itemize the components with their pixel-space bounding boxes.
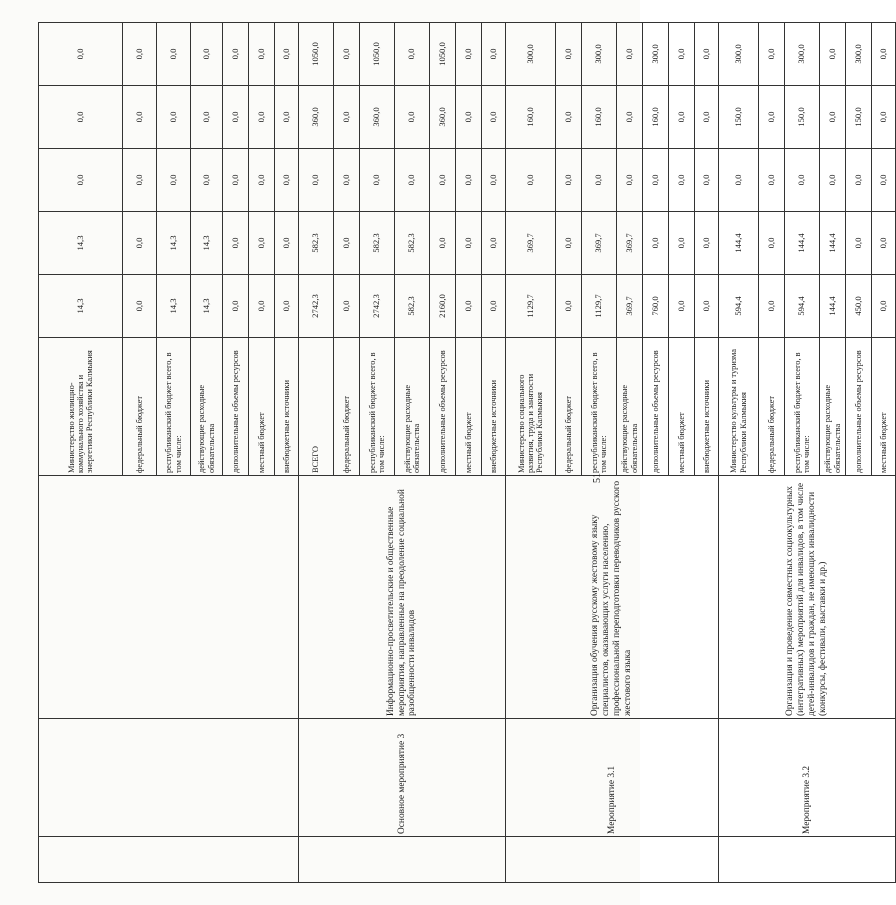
table-row [719,23,759,883]
amount-cell: 369,7 [617,212,643,275]
amount-cell: 0,0 [482,149,506,212]
funding-source-cell: федеральный бюджет [556,338,582,476]
amount-cell: 1129,7 [506,275,556,338]
amount-cell: 0,0 [456,23,482,86]
amount-cell: 0,0 [249,23,275,86]
amount-cell: 582,3 [360,212,395,275]
funding-source-cell: внебюджетные источники [695,338,719,476]
amount-cell: 300,0 [582,23,617,86]
amount-cell: 144,4 [785,212,820,275]
amount-cell: 0,0 [556,23,582,86]
amount-cell: 0,0 [456,86,482,149]
amount-cell: 0,0 [846,212,872,275]
funding-source-cell: республиканский бюджет всего, в том числе: [157,338,191,476]
amount-cell: 0,0 [275,23,299,86]
amount-cell: 14,3 [191,275,223,338]
amount-cell: 0,0 [556,86,582,149]
amount-cell: 0,0 [249,149,275,212]
amount-cell: 0,0 [759,86,785,149]
amount-cell: 300,0 [785,23,820,86]
funding-source-cell: внебюджетные источники [275,338,299,476]
funding-source-cell: местный бюджет [669,338,695,476]
amount-cell: 160,0 [582,86,617,149]
spacer-cell [719,837,896,883]
amount-cell: 0,0 [846,149,872,212]
amount-cell: 160,0 [506,86,556,149]
amount-cell: 2742,3 [299,275,334,338]
amount-cell: 0,0 [695,212,719,275]
funding-source-cell: республиканский бюджет всего, в том числе: [582,338,617,476]
amount-cell: 160,0 [643,86,669,149]
amount-cell: 0,0 [334,212,360,275]
amount-cell: 0,0 [456,275,482,338]
amount-cell: 0,0 [785,149,820,212]
amount-cell: 0,0 [123,86,157,149]
amount-cell: 0,0 [395,23,430,86]
amount-cell: 582,3 [299,212,334,275]
table-row [299,23,334,883]
spacer-cell [299,837,506,883]
amount-cell: 0,0 [482,212,506,275]
measure-description-cell: Организация обучения русскому жестовому языку специалистов, оказывающих услуги населению, профессиональной переподготовки переводчиков русского жестового языка [506,476,719,719]
amount-cell: 0,0 [123,23,157,86]
amount-cell: 14,3 [39,212,123,275]
measure-name-cell: Основное мероприятие 3 [299,719,506,837]
amount-cell: 0,0 [191,86,223,149]
funding-source-cell: действующие расходные обязательства [820,338,846,476]
measure-name-cell: Мероприятие 3.1 [506,719,719,837]
amount-cell: 0,0 [334,86,360,149]
amount-cell: 0,0 [872,149,896,212]
amount-cell: 0,0 [695,149,719,212]
funding-source-cell: Министерство культуры и туризма Республики Калмыкия [719,338,759,476]
measure-name-cell: Мероприятие 3.2 [719,719,896,837]
amount-cell: 144,4 [820,212,846,275]
funding-source-cell: действующие расходные обязательства [191,338,223,476]
funding-source-cell: федеральный бюджет [123,338,157,476]
amount-cell: 0,0 [334,23,360,86]
amount-cell: 0,0 [617,86,643,149]
amount-cell: 150,0 [785,86,820,149]
amount-cell: 0,0 [643,212,669,275]
amount-cell: 0,0 [820,149,846,212]
amount-cell: 369,7 [617,275,643,338]
amount-cell: 0,0 [669,149,695,212]
amount-cell: 0,0 [617,149,643,212]
amount-cell: 0,0 [157,23,191,86]
funding-source-cell: дополнительные объемы ресурсов [430,338,456,476]
amount-cell: 0,0 [395,149,430,212]
amount-cell: 0,0 [719,149,759,212]
amount-cell: 2742,3 [360,275,395,338]
amount-cell: 0,0 [123,212,157,275]
funding-source-cell: Министерство жилищно-коммунального хозяйства и энергетики Республики Калмыкия [39,338,123,476]
amount-cell: 0,0 [157,149,191,212]
amount-cell: 360,0 [299,86,334,149]
amount-cell: 0,0 [482,23,506,86]
budget-table-body [39,23,896,883]
funding-source-cell: федеральный бюджет [759,338,785,476]
table-row [39,23,123,883]
amount-cell: 0,0 [556,275,582,338]
amount-cell: 760,0 [643,275,669,338]
measure-description-cell: Информационно-просветительские и общественные мероприятия, направленные на преодоление социальной разобщенности инвалидов [299,476,506,719]
amount-cell: 0,0 [39,86,123,149]
amount-cell: 0,0 [482,275,506,338]
amount-cell: 0,0 [249,212,275,275]
funding-source-cell: действующие расходные обязательства [617,338,643,476]
amount-cell: 14,3 [157,212,191,275]
amount-cell: 0,0 [39,149,123,212]
amount-cell: 0,0 [191,149,223,212]
amount-cell: 360,0 [430,86,456,149]
amount-cell: 0,0 [643,149,669,212]
funding-source-cell: местный бюджет [249,338,275,476]
amount-cell: 0,0 [275,86,299,149]
amount-cell: 0,0 [872,275,896,338]
amount-cell: 0,0 [582,149,617,212]
funding-source-cell: дополнительные объемы ресурсов [223,338,249,476]
amount-cell: 0,0 [759,23,785,86]
measure-description-cell: Организация и проведение совместных социокультурных (интегративных) мероприятий для инвалидов, в том числе детей-инвалидов и граждан, не имеющих инвалидности (конкурсы, фестивали, выставки и др.) [719,476,896,719]
amount-cell: 0,0 [759,212,785,275]
amount-cell: 150,0 [719,86,759,149]
amount-cell: 0,0 [249,86,275,149]
funding-source-cell: внебюджетные источники [482,338,506,476]
funding-source-cell: Министерство социального развития, труда и занятости Республики Калмыкия [506,338,556,476]
spacer-cell [39,837,299,883]
amount-cell: 450,0 [846,275,872,338]
amount-cell: 0,0 [695,23,719,86]
amount-cell: 300,0 [719,23,759,86]
amount-cell: 0,0 [275,149,299,212]
amount-cell: 0,0 [275,212,299,275]
amount-cell: 0,0 [430,149,456,212]
amount-cell: 14,3 [157,275,191,338]
spacer-cell [506,837,719,883]
funding-source-cell: республиканский бюджет всего, в том числе: [785,338,820,476]
amount-cell: 0,0 [695,86,719,149]
amount-cell: 0,0 [334,275,360,338]
amount-cell: 0,0 [759,275,785,338]
amount-cell: 0,0 [39,23,123,86]
amount-cell: 0,0 [820,86,846,149]
amount-cell: 14,3 [191,212,223,275]
amount-cell: 300,0 [846,23,872,86]
amount-cell: 0,0 [669,212,695,275]
amount-cell: 0,0 [482,86,506,149]
amount-cell: 0,0 [556,149,582,212]
amount-cell: 594,4 [719,275,759,338]
measure-description-cell [39,476,299,719]
amount-cell: 360,0 [360,86,395,149]
amount-cell: 0,0 [669,23,695,86]
amount-cell: 0,0 [223,86,249,149]
amount-cell: 0,0 [123,149,157,212]
amount-cell: 300,0 [506,23,556,86]
amount-cell: 0,0 [223,275,249,338]
amount-cell: 0,0 [556,212,582,275]
funding-source-cell: действующие расходные обязательства [395,338,430,476]
amount-cell: 582,3 [395,275,430,338]
amount-cell: 0,0 [191,23,223,86]
amount-cell: 369,7 [582,212,617,275]
amount-cell: 0,0 [872,212,896,275]
page-number: 51 [592,473,603,483]
funding-source-cell: дополнительные объемы ресурсов [846,338,872,476]
amount-cell: 0,0 [334,149,360,212]
amount-cell: 0,0 [456,149,482,212]
amount-cell: 1050,0 [299,23,334,86]
amount-cell: 0,0 [223,212,249,275]
amount-cell: 144,4 [820,275,846,338]
table-row [506,23,556,883]
amount-cell: 0,0 [299,149,334,212]
amount-cell: 0,0 [395,86,430,149]
measure-name-cell [39,719,299,837]
amount-cell: 0,0 [506,149,556,212]
amount-cell: 0,0 [360,149,395,212]
amount-cell: 0,0 [759,149,785,212]
amount-cell: 0,0 [249,275,275,338]
amount-cell: 582,3 [395,212,430,275]
amount-cell: 0,0 [223,149,249,212]
funding-source-cell: дополнительные объемы ресурсов [643,338,669,476]
amount-cell: 0,0 [695,275,719,338]
amount-cell: 0,0 [669,86,695,149]
amount-cell: 1050,0 [360,23,395,86]
amount-cell: 14,3 [39,275,123,338]
funding-source-cell: федеральный бюджет [334,338,360,476]
funding-source-cell: республиканский бюджет всего, в том числе: [360,338,395,476]
amount-cell: 1129,7 [582,275,617,338]
amount-cell: 2160,0 [430,275,456,338]
amount-cell: 0,0 [275,275,299,338]
funding-source-cell: местный бюджет [456,338,482,476]
funding-source-cell: ВСЕГО [299,338,334,476]
budget-table [38,22,896,883]
amount-cell: 0,0 [872,23,896,86]
amount-cell: 150,0 [846,86,872,149]
funding-source-cell: местный бюджет [872,338,896,476]
amount-cell: 144,4 [719,212,759,275]
amount-cell: 300,0 [643,23,669,86]
amount-cell: 0,0 [456,212,482,275]
amount-cell: 1050,0 [430,23,456,86]
amount-cell: 0,0 [872,86,896,149]
amount-cell: 0,0 [430,212,456,275]
amount-cell: 0,0 [820,23,846,86]
amount-cell: 594,4 [785,275,820,338]
amount-cell: 0,0 [223,23,249,86]
amount-cell: 0,0 [157,86,191,149]
amount-cell: 369,7 [506,212,556,275]
amount-cell: 0,0 [617,23,643,86]
amount-cell: 0,0 [669,275,695,338]
amount-cell: 0,0 [123,275,157,338]
